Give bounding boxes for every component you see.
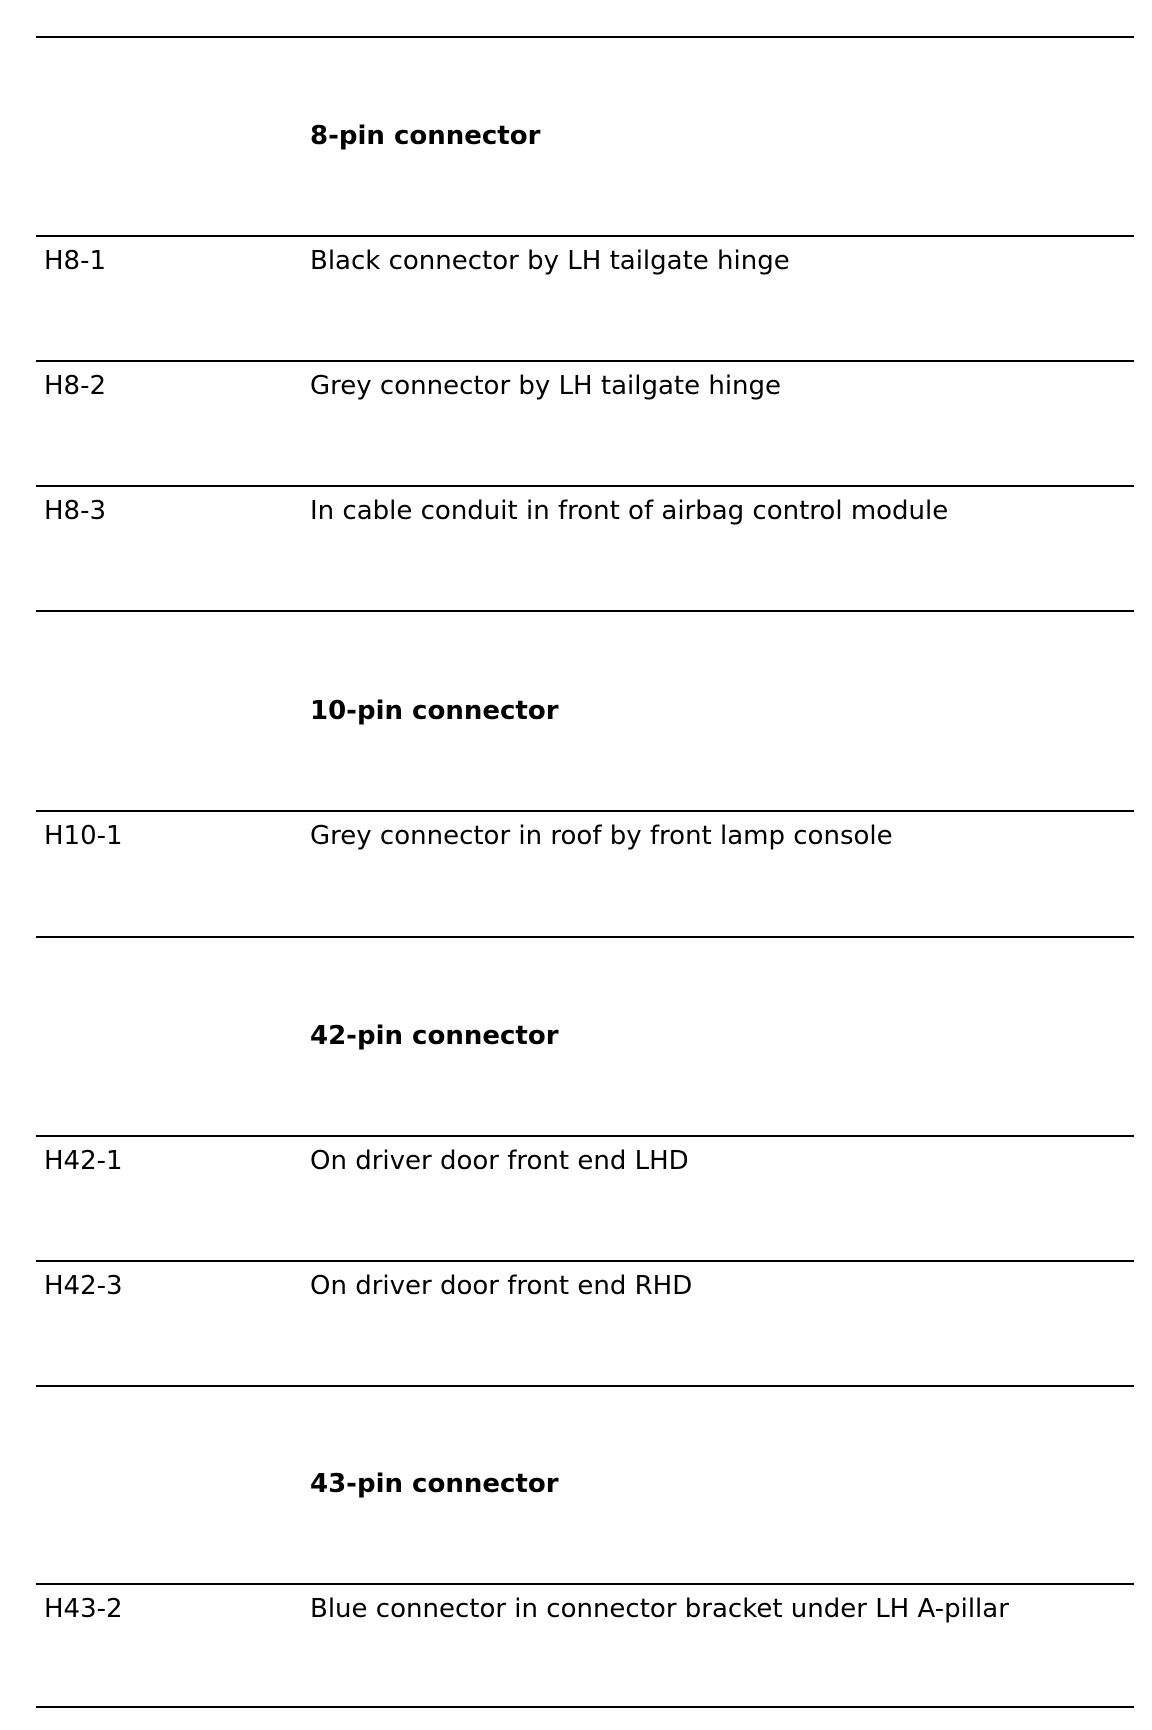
section-bottom-rule — [36, 610, 1134, 612]
connector-location: Blue connector in connector bracket under LH A-pillar — [310, 1594, 1009, 1624]
connector-location: On driver door front end LHD — [310, 1146, 689, 1176]
row-divider — [36, 1583, 1134, 1585]
section-bottom-rule — [36, 936, 1134, 938]
connector-code: H10-1 — [44, 821, 123, 851]
section-heading: 8-pin connector — [310, 121, 541, 151]
connector-code: H8-1 — [44, 246, 107, 276]
connector-location: Grey connector by LH tailgate hinge — [310, 371, 782, 401]
connector-code: H8-3 — [44, 496, 107, 526]
connector-code: H42-1 — [44, 1146, 123, 1176]
section-bottom-rule — [36, 1706, 1134, 1708]
section-bottom-rule — [36, 1385, 1134, 1387]
row-divider — [36, 235, 1134, 237]
connector-code: H8-2 — [44, 371, 107, 401]
row-divider — [36, 1135, 1134, 1137]
row-divider — [36, 810, 1134, 812]
section-heading: 10-pin connector — [310, 696, 559, 726]
connector-code: H43-2 — [44, 1594, 123, 1624]
connector-location: Grey connector in roof by front lamp console — [310, 821, 893, 851]
section-top-rule — [36, 36, 1134, 38]
row-divider — [36, 360, 1134, 362]
section-heading: 43-pin connector — [310, 1469, 559, 1499]
connector-location: On driver door front end RHD — [310, 1271, 693, 1301]
row-divider — [36, 485, 1134, 487]
connector-location: In cable conduit in front of airbag control module — [310, 496, 949, 526]
row-divider — [36, 1260, 1134, 1262]
connector-location: Black connector by LH tailgate hinge — [310, 246, 790, 276]
section-heading: 42-pin connector — [310, 1021, 559, 1051]
connector-code: H42-3 — [44, 1271, 123, 1301]
